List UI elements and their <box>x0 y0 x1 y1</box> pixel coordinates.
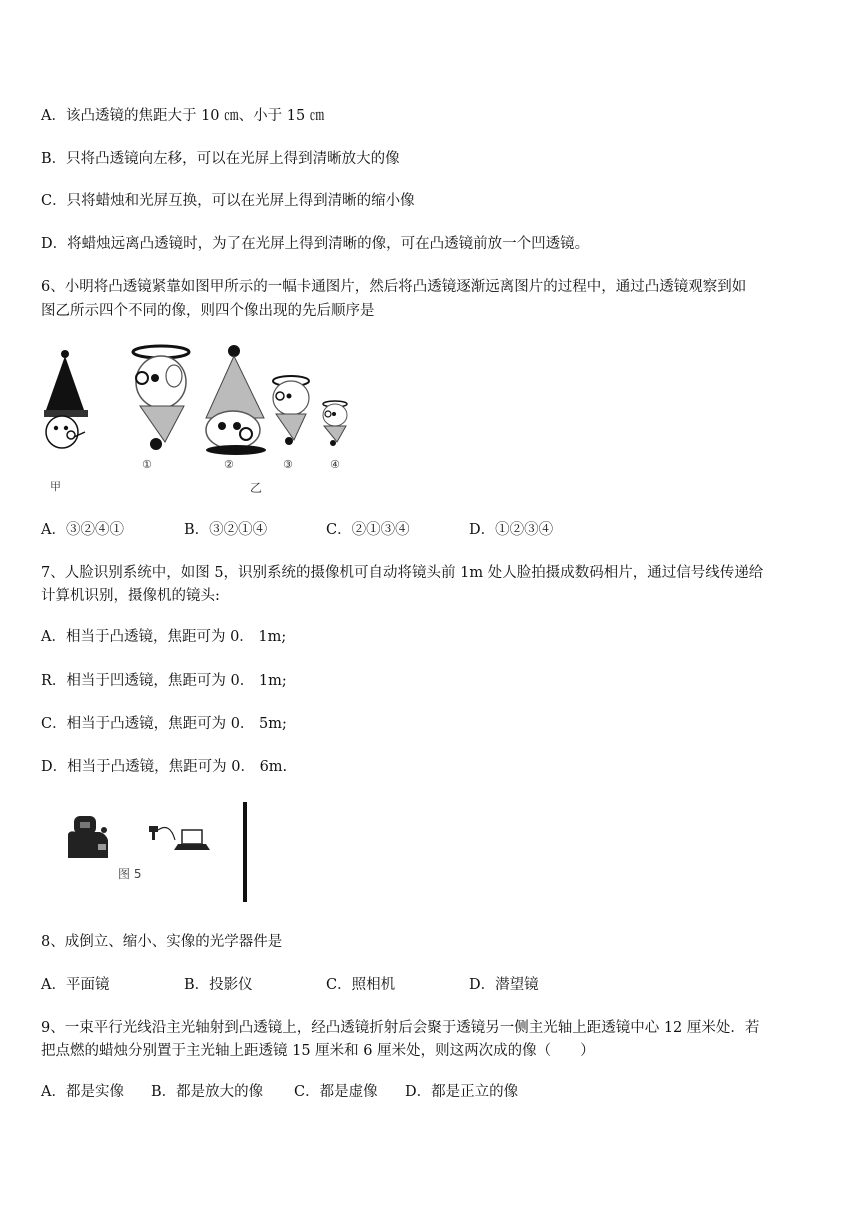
fig-label-yi: 乙 <box>250 481 263 495</box>
q6-option-b: B．③②①④ <box>184 522 268 538</box>
q8-option-c: C．照相机 <box>326 977 396 993</box>
q7-option-b: R．相当于凹透镜，焦距可为 0． 1m; <box>41 673 287 689</box>
fig-num-1: ① <box>142 458 152 471</box>
face-recognition-figure <box>60 800 250 904</box>
q5-option-c: C．只将蜡烛和光屏互换，可以在光屏上得到清晰的缩小像 <box>41 193 415 209</box>
vertical-bar <box>243 802 247 902</box>
q7-option-a: A．相当于凸透镜，焦距可为 0． 1m; <box>41 629 287 645</box>
person-icon <box>68 816 108 858</box>
q9-option-b: B．都是放大的像 <box>151 1084 264 1100</box>
q5-option-d: D．将蜡烛远离凸透镜时，为了在光屏上得到清晰的像，可在凸透镜前放一个凹透镜。 <box>41 236 590 252</box>
q9-stem-line1: 9、一束平行光线沿主光轴射到凸透镜上，经凸透镜折射后会聚于透镜另一侧主光轴上距透镜中心 12 厘米处．若 <box>41 1020 760 1036</box>
cartoon-image-2 <box>206 345 266 455</box>
cartoon-image-1 <box>133 346 189 450</box>
q8-stem: 8、成倒立、缩小、实像的光学器件是 <box>41 934 283 950</box>
q9-stem-line2: 把点燃的蜡烛分别置于主光轴上距透镜 15 厘米和 6 厘米处，则这两次成的像（ ） <box>41 1043 595 1059</box>
fig-num-4: ④ <box>330 458 340 471</box>
q7-option-d: D．相当于凸透镜，焦距可为 0． 6m. <box>41 759 288 775</box>
q6-stem-line1: 6、小明将凸透镜紧靠如图甲所示的一幅卡通图片，然后将凸透镜逐渐远离图片的过程中，通过凸透镜观察到如 <box>41 279 747 295</box>
laptop-icon <box>174 830 210 850</box>
q9-option-d: D．都是正立的像 <box>405 1084 519 1100</box>
figure-5-label: 图 5 <box>118 867 142 881</box>
q9-option-c: C．都是虚像 <box>294 1084 378 1100</box>
fig-label-jia: 甲 <box>50 480 61 493</box>
q5-option-a: A．该凸透镜的焦距大于 10 ㎝、小于 15 ㎝ <box>41 108 325 124</box>
q6-option-c: C．②①③④ <box>326 522 410 538</box>
q7-stem-line2: 计算机识别，摄像机的镜头: <box>41 588 220 604</box>
q8-option-b: B．投影仪 <box>184 977 253 993</box>
q6-option-d: D．①②③④ <box>469 522 554 538</box>
fig-num-2: ② <box>224 458 234 471</box>
q5-option-b: B．只将凸透镜向左移，可以在光屏上得到清晰放大的像 <box>41 151 400 167</box>
q8-option-d: D．潜望镜 <box>469 977 539 993</box>
q6-stem-line2: 图乙所示四个不同的像，则四个像出现的先后顺序是 <box>41 303 375 319</box>
q7-option-c: C．相当于凸透镜，焦距可为 0． 5m; <box>41 716 287 732</box>
cartoon-image-4 <box>323 401 347 446</box>
q9-option-a: A．都是实像 <box>41 1084 124 1100</box>
signal-cable <box>158 828 175 840</box>
cartoon-jia-original <box>44 350 88 448</box>
cartoon-image-3 <box>273 376 309 445</box>
fig-num-3: ③ <box>283 458 293 471</box>
q6-option-a: A．③②④① <box>41 522 124 538</box>
q7-stem-line1: 7、人脸识别系统中，如图 5，识别系统的摄像机可自动将镜头前 1m 处人脸拍摄成数码相片，通过信号线传递给 <box>41 565 764 581</box>
cartoon-figure <box>38 340 350 496</box>
q8-option-a: A．平面镜 <box>41 977 110 993</box>
camera-icon <box>149 826 158 840</box>
